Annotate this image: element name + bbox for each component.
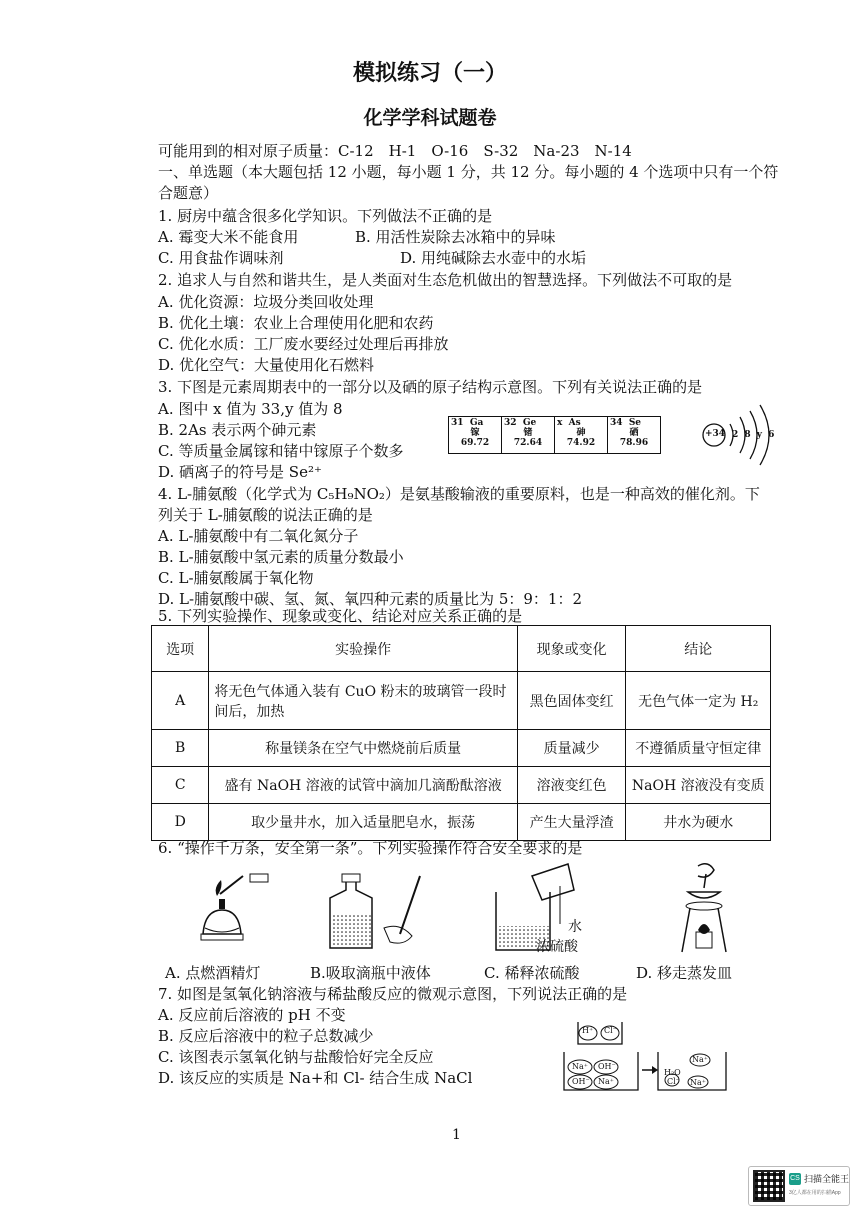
q5-stem: 5. 下列实验操作、现象或变化、结论对应关系正确的是 (158, 607, 523, 625)
dropper-bottle-illustration (320, 866, 440, 956)
table-cell: 盛有 NaOH 溶液的试管中滴加几滴酚酞溶液 (209, 767, 517, 804)
table-header: 结论 (626, 626, 771, 672)
q4-option-a: A. L-脯氨酸中有二氧化氮分子 (158, 527, 359, 545)
cl-ion-label: Cl⁻ (667, 1077, 680, 1086)
oh-ion-label: OH⁻ (598, 1062, 616, 1071)
q4-stem-cont: 列关于 L-脯氨酸的说法正确的是 (158, 506, 373, 524)
q7-option-c: C. 该图表示氢氧化钠与盐酸恰好完全反应 (158, 1048, 434, 1066)
cl-ion-label: Cl⁻ (604, 1026, 617, 1035)
q6-option-d: D. 移走蒸发皿 (636, 964, 733, 982)
q4-option-b: B. L-脯氨酸中氢元素的质量分数最小 (158, 548, 404, 566)
shell-electrons: 2 8 y 6 (732, 430, 775, 440)
na-ion-label: Na⁺ (692, 1055, 708, 1064)
table-cell: 溶液变红色 (517, 767, 626, 804)
nucleus-label: +34 (705, 429, 726, 439)
q3-option-b: B. 2As 表示两个砷元素 (158, 421, 317, 439)
element-cell: 32 Ge 锗 72.64 (502, 417, 555, 454)
table-cell: 质量减少 (517, 730, 626, 767)
q4-option-d: D. L-脯氨酸中碳、氢、氮、氧四种元素的质量比为 5：9：1：2 (158, 590, 583, 608)
conc-acid-label: 浓硫酸 (536, 939, 578, 955)
page-subtitle: 化学学科试题卷 (363, 107, 497, 129)
na-ion-label: Na⁺ (572, 1062, 588, 1071)
table-cell: 取少量井水，加入适量肥皂水，振荡 (209, 804, 517, 841)
q3-stem: 3. 下图是元素周期表中的一部分以及硒的原子结构示意图。下列有关说法正确的是 (158, 378, 703, 396)
q2-option-c: C. 优化水质：工厂废水要经过处理后再排放 (158, 335, 449, 353)
evaporating-dish-illustration (668, 858, 738, 958)
table-cell: C (152, 767, 209, 804)
water-label: 水 (568, 919, 582, 935)
table-row (152, 672, 771, 730)
q4-stem: 4. L-脯氨酸（化学式为 C₅H₉NO₂）是氨基酸输液的重要原料，也是一种高效的催化剂。下 (158, 485, 760, 503)
scanner-name: 扫描全能王 (804, 1174, 850, 1184)
table-cell: 井水为硬水 (626, 804, 771, 841)
scanner-logo-icon: CS (789, 1173, 801, 1185)
table-cell: 不遵循质量守恒定律 (626, 730, 771, 767)
page-number: 1 (452, 1127, 461, 1143)
q6-option-a: A. 点燃酒精灯 (165, 964, 261, 982)
element-cell: x As 砷 74.92 (555, 417, 608, 454)
table-row (152, 730, 771, 767)
q6-stem: 6. “操作千万条，安全第一条”。下列实验操作符合安全要求的是 (158, 839, 583, 857)
table-cell: A (152, 672, 209, 730)
periodic-table-excerpt (448, 416, 661, 454)
table-header-row (152, 626, 771, 672)
table-cell: 称量镁条在空气中燃烧前后质量 (209, 730, 517, 767)
na-ion-label: Na⁺ (598, 1077, 614, 1086)
q2-option-a: A. 优化资源：垃圾分类回收处理 (158, 293, 374, 311)
element-cell: 34 Se 硒 78.96 (608, 417, 661, 454)
page-title: 模拟练习（一） (352, 60, 507, 86)
qr-code-icon (753, 1170, 785, 1202)
q1-option-c: C. 用食盐作调味剂 (158, 249, 284, 267)
table-cell: 将无色气体通入装有 CuO 粉末的玻璃管一段时间后，加热 (209, 672, 517, 730)
table-cell: B (152, 730, 209, 767)
q3-option-d: D. 硒离子的符号是 Se²⁺ (158, 463, 322, 481)
q1-option-d: D. 用纯碱除去水壶中的水垢 (400, 249, 587, 267)
water-molecule-label: H₂O (664, 1068, 681, 1077)
table-cell: 产生大量浮渣 (517, 804, 626, 841)
table-row (152, 767, 771, 804)
element-cell: 31 Ga 镓 69.72 (449, 417, 502, 454)
q2-stem: 2. 追求人与自然和谐共生，是人类面对生态危机做出的智慧选择。下列做法不可取的是 (158, 271, 733, 289)
q7-option-b: B. 反应后溶液中的粒子总数减少 (158, 1027, 374, 1045)
na-ion-label: Na⁺ (690, 1078, 706, 1087)
q7-stem: 7. 如图是氢氧化钠溶液与稀盐酸反应的微观示意图，下列说法正确的是 (158, 985, 628, 1003)
section-heading-cont: 合题意） (158, 184, 219, 202)
q1-stem: 1. 厨房中蕴含很多化学知识。下列做法不正确的是 (158, 207, 493, 225)
q7-option-d: D. 该反应的实质是 Na+和 Cl- 结合生成 NaCl (158, 1069, 473, 1087)
q2-option-b: B. 优化土壤：农业上合理使用化肥和农药 (158, 314, 434, 332)
table-cell: D (152, 804, 209, 841)
q4-option-c: C. L-脯氨酸属于氧化物 (158, 569, 314, 587)
q6-option-c: C. 稀释浓硫酸 (484, 964, 580, 982)
q6-option-b: B.吸取滴瓶中液体 (310, 964, 431, 982)
scanner-tagline: 3亿人都在用的扫描App (789, 1190, 841, 1196)
table-cell: NaOH 溶液没有变质 (626, 767, 771, 804)
section-heading: 一、单选题（本大题包括 12 小题，每小题 1 分，共 12 分。每小题的 4 个选项中只有一个符 (158, 163, 779, 181)
q3-option-a: A. 图中 x 值为 33,y 值为 8 (158, 400, 343, 418)
table-row (152, 804, 771, 841)
scanner-watermark (748, 1166, 850, 1206)
table-cell: 无色气体一定为 H₂ (626, 672, 771, 730)
q3-option-c: C. 等质量金属镓和锗中镓原子个数多 (158, 442, 404, 460)
atomic-masses: 可能用到的相对原子质量：C-12 H-1 O-16 S-32 Na-23 N-14 (158, 142, 632, 160)
oh-ion-label: OH⁻ (572, 1077, 590, 1086)
experiment-table (151, 625, 771, 841)
q7-option-a: A. 反应前后溶液的 pH 不变 (158, 1006, 346, 1024)
h-ion-label: H⁺ (582, 1026, 594, 1035)
table-header: 选项 (152, 626, 209, 672)
table-cell: 黑色固体变红 (517, 672, 626, 730)
alcohol-lamp-illustration (195, 866, 275, 956)
q1-option-b: B. 用活性炭除去冰箱中的异味 (355, 228, 556, 246)
q1-option-a: A. 霉变大米不能食用 (158, 228, 299, 246)
q2-option-d: D. 优化空气：大量使用化石燃料 (158, 356, 375, 374)
table-header: 现象或变化 (517, 626, 626, 672)
table-header: 实验操作 (209, 626, 517, 672)
